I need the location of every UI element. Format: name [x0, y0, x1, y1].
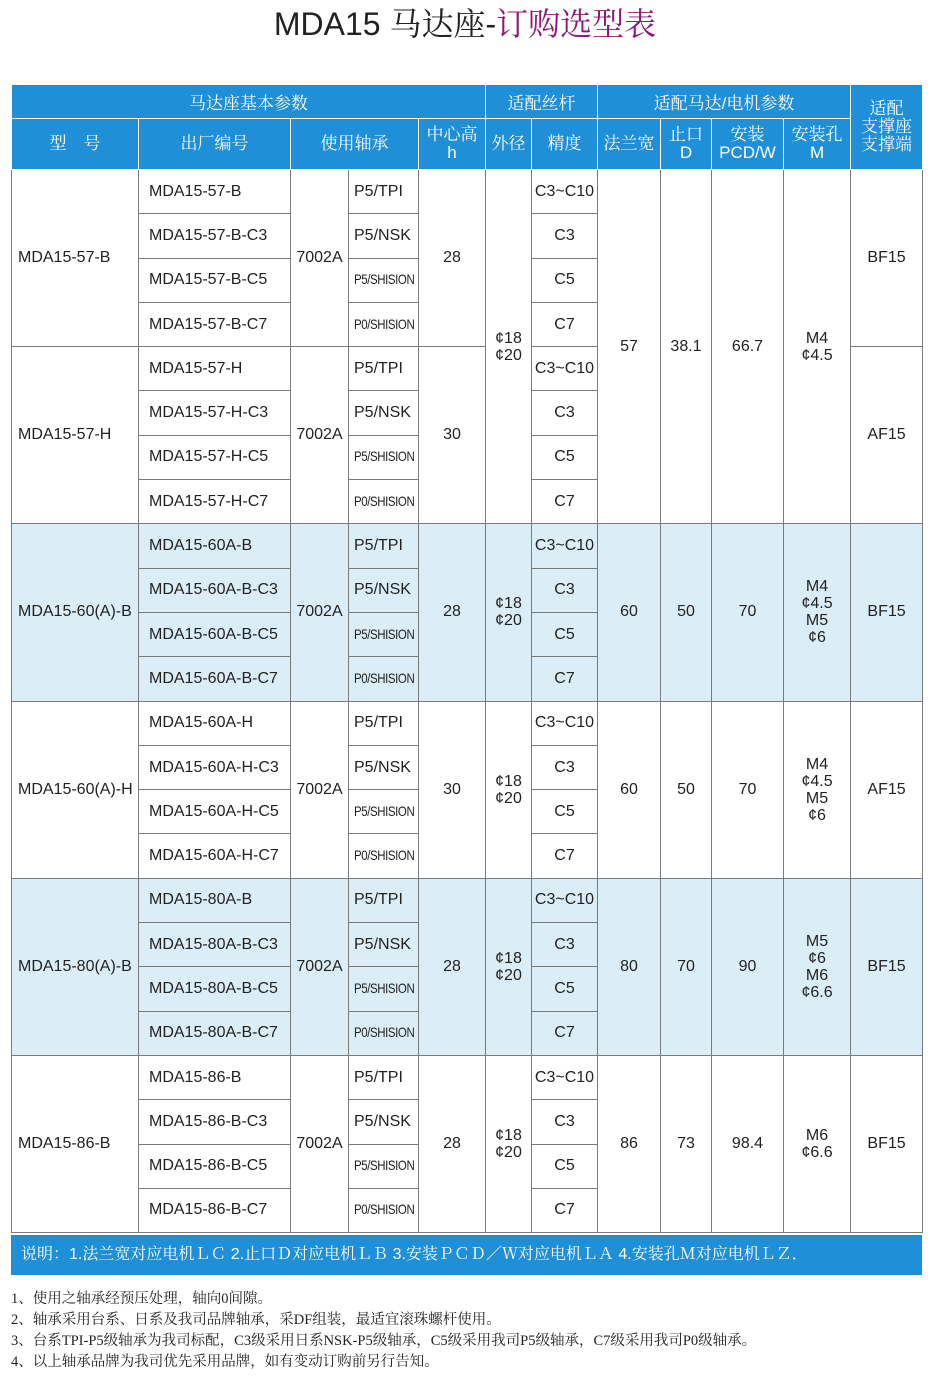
grade-cell — [349, 258, 419, 302]
header-flange: 法兰宽 — [598, 119, 661, 170]
precision-cell: C7 — [532, 834, 598, 878]
precision-cell: C5 — [532, 1144, 598, 1188]
code-cell: MDA15-86-B-C3 — [139, 1100, 291, 1144]
grade-text: P5/SHISION — [354, 625, 415, 642]
bearing-cell: 7002A — [291, 878, 349, 1055]
table-row — [12, 878, 923, 922]
flange-cell: 60 — [598, 701, 661, 878]
hole-cell: M4 ¢4.5 — [784, 170, 851, 524]
footnote: 4、以上轴承品牌为我司优先采用品牌，如有变动订购前另行告知。 — [11, 1354, 439, 1370]
title-prefix: MDA15 马达座- — [273, 6, 497, 42]
code-cell: MDA15-57-B-C5 — [139, 258, 291, 302]
grade-cell — [349, 701, 419, 745]
code-cell: MDA15-60A-H — [139, 701, 291, 745]
grade-text: P5/SHISION — [354, 1157, 415, 1174]
model-cell: MDA15-57-B — [12, 170, 139, 347]
grade-text: P0/SHISION — [354, 315, 415, 332]
grade-cell — [349, 878, 419, 922]
outer-diameter-cell: ¢18 ¢20 — [486, 1055, 532, 1232]
header-outer-diameter: 外径 — [486, 119, 532, 170]
grade-text: P5/TPI — [354, 359, 403, 377]
precision-cell: C3~C10 — [532, 1055, 598, 1099]
table-row — [12, 524, 923, 568]
grade-text: P0/SHISION — [354, 669, 415, 686]
center-height-cell: 30 — [419, 701, 486, 878]
precision-cell: C3 — [532, 568, 598, 612]
outer-diameter-cell: ¢18 ¢20 — [486, 170, 532, 524]
code-cell: MDA15-60A-H-C3 — [139, 745, 291, 789]
model-cell: MDA15-60(A)-B — [12, 524, 139, 701]
pcd-cell: 90 — [712, 878, 784, 1055]
precision-cell: C5 — [532, 967, 598, 1011]
center-height-cell: 30 — [419, 347, 486, 524]
grade-cell — [349, 524, 419, 568]
model-cell: MDA15-60(A)-H — [12, 701, 139, 878]
grade-text: P5/NSK — [354, 581, 411, 599]
precision-cell: C5 — [532, 435, 598, 479]
grade-text: P5/TPI — [354, 714, 403, 732]
precision-cell: C3 — [532, 745, 598, 789]
precision-cell: C5 — [532, 612, 598, 656]
grade-cell — [349, 435, 419, 479]
header-code: 出厂编号 — [139, 119, 291, 170]
grade-cell — [349, 1100, 419, 1144]
grade-cell — [349, 170, 419, 214]
code-cell: MDA15-60A-B — [139, 524, 291, 568]
model-cell: MDA15-86-B — [12, 1055, 139, 1232]
flange-cell: 57 — [598, 170, 661, 524]
code-cell: MDA15-80A-B-C3 — [139, 923, 291, 967]
precision-cell: C7 — [532, 657, 598, 701]
precision-cell: C5 — [532, 258, 598, 302]
code-cell: MDA15-86-B-C7 — [139, 1188, 291, 1232]
spigot-cell: 50 — [661, 701, 712, 878]
header-precision: 精度 — [532, 119, 598, 170]
grade-cell — [349, 923, 419, 967]
code-cell: MDA15-57-B-C7 — [139, 302, 291, 346]
grade-text: P5/TPI — [354, 537, 403, 555]
precision-cell: C7 — [532, 1011, 598, 1055]
grade-text: P5/SHISION — [354, 448, 415, 465]
precision-cell: C5 — [532, 790, 598, 834]
center-height-cell: 28 — [419, 524, 486, 701]
center-height-cell: 28 — [419, 878, 486, 1055]
precision-cell: C3~C10 — [532, 347, 598, 391]
grade-text: P0/SHISION — [354, 847, 415, 864]
code-cell: MDA15-80A-B-C5 — [139, 967, 291, 1011]
grade-cell — [349, 347, 419, 391]
code-cell: MDA15-80A-B — [139, 878, 291, 922]
bearing-cell: 7002A — [291, 701, 349, 878]
grade-cell — [349, 745, 419, 789]
header-group-support: 适配 支撑座 支撑端 — [851, 85, 923, 170]
precision-cell: C7 — [532, 1188, 598, 1232]
support-cell: BF15 — [851, 170, 923, 347]
table-row — [12, 701, 923, 745]
footnotes — [11, 1289, 941, 1373]
grade-cell — [349, 1188, 419, 1232]
outer-diameter-cell: ¢18 ¢20 — [486, 878, 532, 1055]
support-cell: BF15 — [851, 524, 923, 701]
table-row — [12, 170, 923, 214]
precision-cell: C3~C10 — [532, 524, 598, 568]
grade-text: P5/NSK — [354, 1112, 411, 1130]
bearing-cell: 7002A — [291, 524, 349, 701]
model-cell: MDA15-57-H — [12, 347, 139, 524]
grade-cell — [349, 391, 419, 435]
grade-cell — [349, 568, 419, 612]
grade-cell — [349, 834, 419, 878]
grade-text: P5/NSK — [354, 404, 411, 422]
support-cell: AF15 — [851, 701, 923, 878]
grade-cell — [349, 790, 419, 834]
grade-text: P5/SHISION — [354, 802, 415, 819]
grade-cell — [349, 1055, 419, 1099]
hole-cell: M4 ¢4.5 M5 ¢6 — [784, 524, 851, 701]
precision-cell: C3~C10 — [532, 878, 598, 922]
grade-text: P5/TPI — [354, 182, 403, 200]
hole-cell: M6 ¢6.6 — [784, 1055, 851, 1232]
precision-cell: C7 — [532, 302, 598, 346]
header-group-motor: 适配马达/电机参数 — [598, 85, 851, 119]
header-pcd: 安装 PCD/W — [712, 119, 784, 170]
header-hole: 安装孔 M — [784, 119, 851, 170]
code-cell: MDA15-57-H-C7 — [139, 480, 291, 524]
model-cell: MDA15-80(A)-B — [12, 878, 139, 1055]
grade-cell — [349, 1144, 419, 1188]
code-cell: MDA15-60A-B-C7 — [139, 657, 291, 701]
footnote: 3、台系TPI-P5级轴承为我司标配，C3级采用日系NSK-P5级轴承，C5级采用我司P5级轴承，C7级采用我司P0级轴承。 — [11, 1333, 757, 1349]
grade-text: P5/NSK — [354, 935, 411, 953]
grade-cell — [349, 1011, 419, 1055]
spec-table — [11, 84, 923, 1233]
support-cell: BF15 — [851, 878, 923, 1055]
grade-text: P0/SHISION — [354, 492, 415, 509]
precision-cell: C3 — [532, 391, 598, 435]
grade-cell — [349, 612, 419, 656]
precision-cell: C3 — [532, 214, 598, 258]
flange-cell: 80 — [598, 878, 661, 1055]
pcd-cell: 98.4 — [712, 1055, 784, 1232]
page-title — [0, 2, 930, 46]
grade-text: P0/SHISION — [354, 1201, 415, 1218]
grade-text: P5/TPI — [354, 1068, 403, 1086]
outer-diameter-cell: ¢18 ¢20 — [486, 524, 532, 701]
flange-cell: 60 — [598, 524, 661, 701]
center-height-cell: 28 — [419, 1055, 486, 1232]
footnote: 2、轴承采用台系、日系及我司品牌轴承，采DF组装，最适宜滚珠螺杆使用。 — [11, 1312, 501, 1328]
code-cell: MDA15-86-B — [139, 1055, 291, 1099]
precision-cell: C3~C10 — [532, 170, 598, 214]
footnote: 1、使用之轴承经预压处理，轴向0间隙。 — [11, 1291, 272, 1307]
support-cell: AF15 — [851, 347, 923, 524]
header-group-basic: 马达座基本参数 — [12, 85, 486, 119]
header-spigot: 止口 D — [661, 119, 712, 170]
pcd-cell: 66.7 — [712, 170, 784, 524]
grade-text: P5/SHISION — [354, 979, 415, 996]
spigot-cell: 73 — [661, 1055, 712, 1232]
precision-cell: C7 — [532, 480, 598, 524]
spigot-cell: 50 — [661, 524, 712, 701]
code-cell: MDA15-57-H-C5 — [139, 435, 291, 479]
code-cell: MDA15-80A-B-C7 — [139, 1011, 291, 1055]
grade-cell — [349, 480, 419, 524]
hole-cell: M5 ¢6 M6 ¢6.6 — [784, 878, 851, 1055]
code-cell: MDA15-60A-B-C3 — [139, 568, 291, 612]
header-bearing: 使用轴承 — [291, 119, 419, 170]
grade-cell — [349, 302, 419, 346]
precision-cell: C3~C10 — [532, 701, 598, 745]
spigot-cell: 70 — [661, 878, 712, 1055]
header-model: 型 号 — [12, 119, 139, 170]
spigot-cell: 38.1 — [661, 170, 712, 524]
code-cell: MDA15-57-B — [139, 170, 291, 214]
hole-cell: M4 ¢4.5 M5 ¢6 — [784, 701, 851, 878]
code-cell: MDA15-60A-H-C5 — [139, 790, 291, 834]
spec-table-body — [12, 170, 923, 1233]
code-cell: MDA15-57-H-C3 — [139, 391, 291, 435]
note-bar: 说明：1.法兰宽对应电机ＬＣ 2.止口Ｄ对应电机ＬＢ 3.安装ＰＣＤ／Ｗ对应电机ＬＡ 4.安装孔Ｍ对应电机ＬＺ． — [11, 1235, 922, 1275]
code-cell: MDA15-60A-H-C7 — [139, 834, 291, 878]
center-height-cell: 28 — [419, 170, 486, 347]
header-group-screw: 适配丝杆 — [486, 85, 598, 119]
header-center-height: 中心高 h — [419, 119, 486, 170]
grade-cell — [349, 967, 419, 1011]
grade-cell — [349, 657, 419, 701]
bearing-cell: 7002A — [291, 170, 349, 347]
pcd-cell: 70 — [712, 524, 784, 701]
code-cell: MDA15-57-H — [139, 347, 291, 391]
precision-cell: C3 — [532, 923, 598, 967]
bearing-cell: 7002A — [291, 347, 349, 524]
code-cell: MDA15-60A-B-C5 — [139, 612, 291, 656]
code-cell: MDA15-57-B-C3 — [139, 214, 291, 258]
grade-text: P5/NSK — [354, 226, 411, 244]
support-cell: BF15 — [851, 1055, 923, 1232]
code-cell: MDA15-86-B-C5 — [139, 1144, 291, 1188]
table-row — [12, 1055, 923, 1099]
grade-text: P5/SHISION — [354, 271, 415, 288]
bearing-cell: 7002A — [291, 1055, 349, 1232]
grade-cell — [349, 214, 419, 258]
outer-diameter-cell: ¢18 ¢20 — [486, 701, 532, 878]
precision-cell: C3 — [532, 1100, 598, 1144]
grade-text: P0/SHISION — [354, 1024, 415, 1041]
grade-text: P5/TPI — [354, 891, 403, 909]
pcd-cell: 70 — [712, 701, 784, 878]
grade-text: P5/NSK — [354, 758, 411, 776]
title-accent: 订购选型表 — [496, 6, 657, 42]
flange-cell: 86 — [598, 1055, 661, 1232]
